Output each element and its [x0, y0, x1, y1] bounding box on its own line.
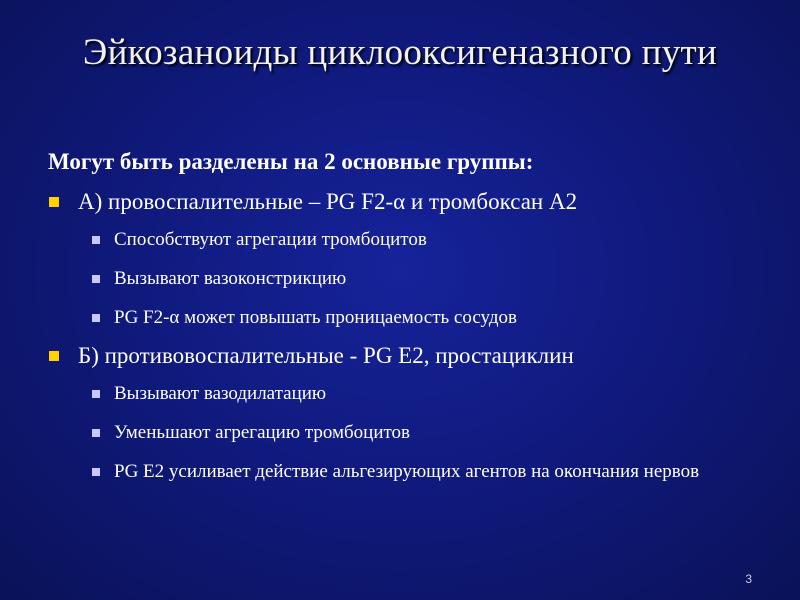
group-b-item: [46, 342, 766, 370]
page-number: 3: [745, 572, 752, 586]
group-a-subitem: [46, 228, 766, 252]
intro-text: Могут быть разделены на 2 основные группы:: [48, 149, 534, 174]
small-square-bullet-icon: [92, 275, 100, 283]
slide-title: Эйкозаноиды циклооксигеназного пути: [82, 32, 718, 73]
square-bullet-icon: [49, 351, 59, 361]
group-a-item: [46, 188, 766, 216]
square-bullet-icon: [49, 197, 59, 207]
group-b-subitem: [46, 460, 754, 484]
small-square-bullet-icon: [92, 468, 100, 476]
small-square-bullet-icon: [92, 314, 100, 322]
group-b-subitem: [46, 382, 766, 406]
group-b-subitem-text: Уменьшают агрегацию тромбоцитов: [114, 422, 411, 443]
small-square-bullet-icon: [92, 429, 100, 437]
small-square-bullet-icon: [92, 390, 100, 398]
group-a-subitem-text: Вызывают вазоконстрикцию: [114, 268, 347, 289]
group-a-subitem-text: PG F2-α может повышать проницаемость сосудов: [114, 307, 517, 328]
group-a-subitem: [46, 306, 766, 330]
slide-content: [46, 147, 766, 499]
group-b-subitem-text: Вызывают вазодилатацию: [114, 383, 327, 404]
group-b-subitem: [46, 421, 766, 445]
small-square-bullet-icon: [92, 236, 100, 244]
group-a-label: А) провоспалительные – PG F2-α и тромбоксан А2: [78, 189, 578, 214]
group-a-subitem-text: Способствуют агрегации тромбоцитов: [114, 229, 427, 250]
group-a-subitem: [46, 267, 766, 291]
group-b-label: Б) противовоспалительные - PG E2, простациклин: [78, 343, 574, 368]
group-b-subitem-text: PG E2 усиливает действие альгезирующих агентов на окончания нервов: [114, 461, 700, 482]
